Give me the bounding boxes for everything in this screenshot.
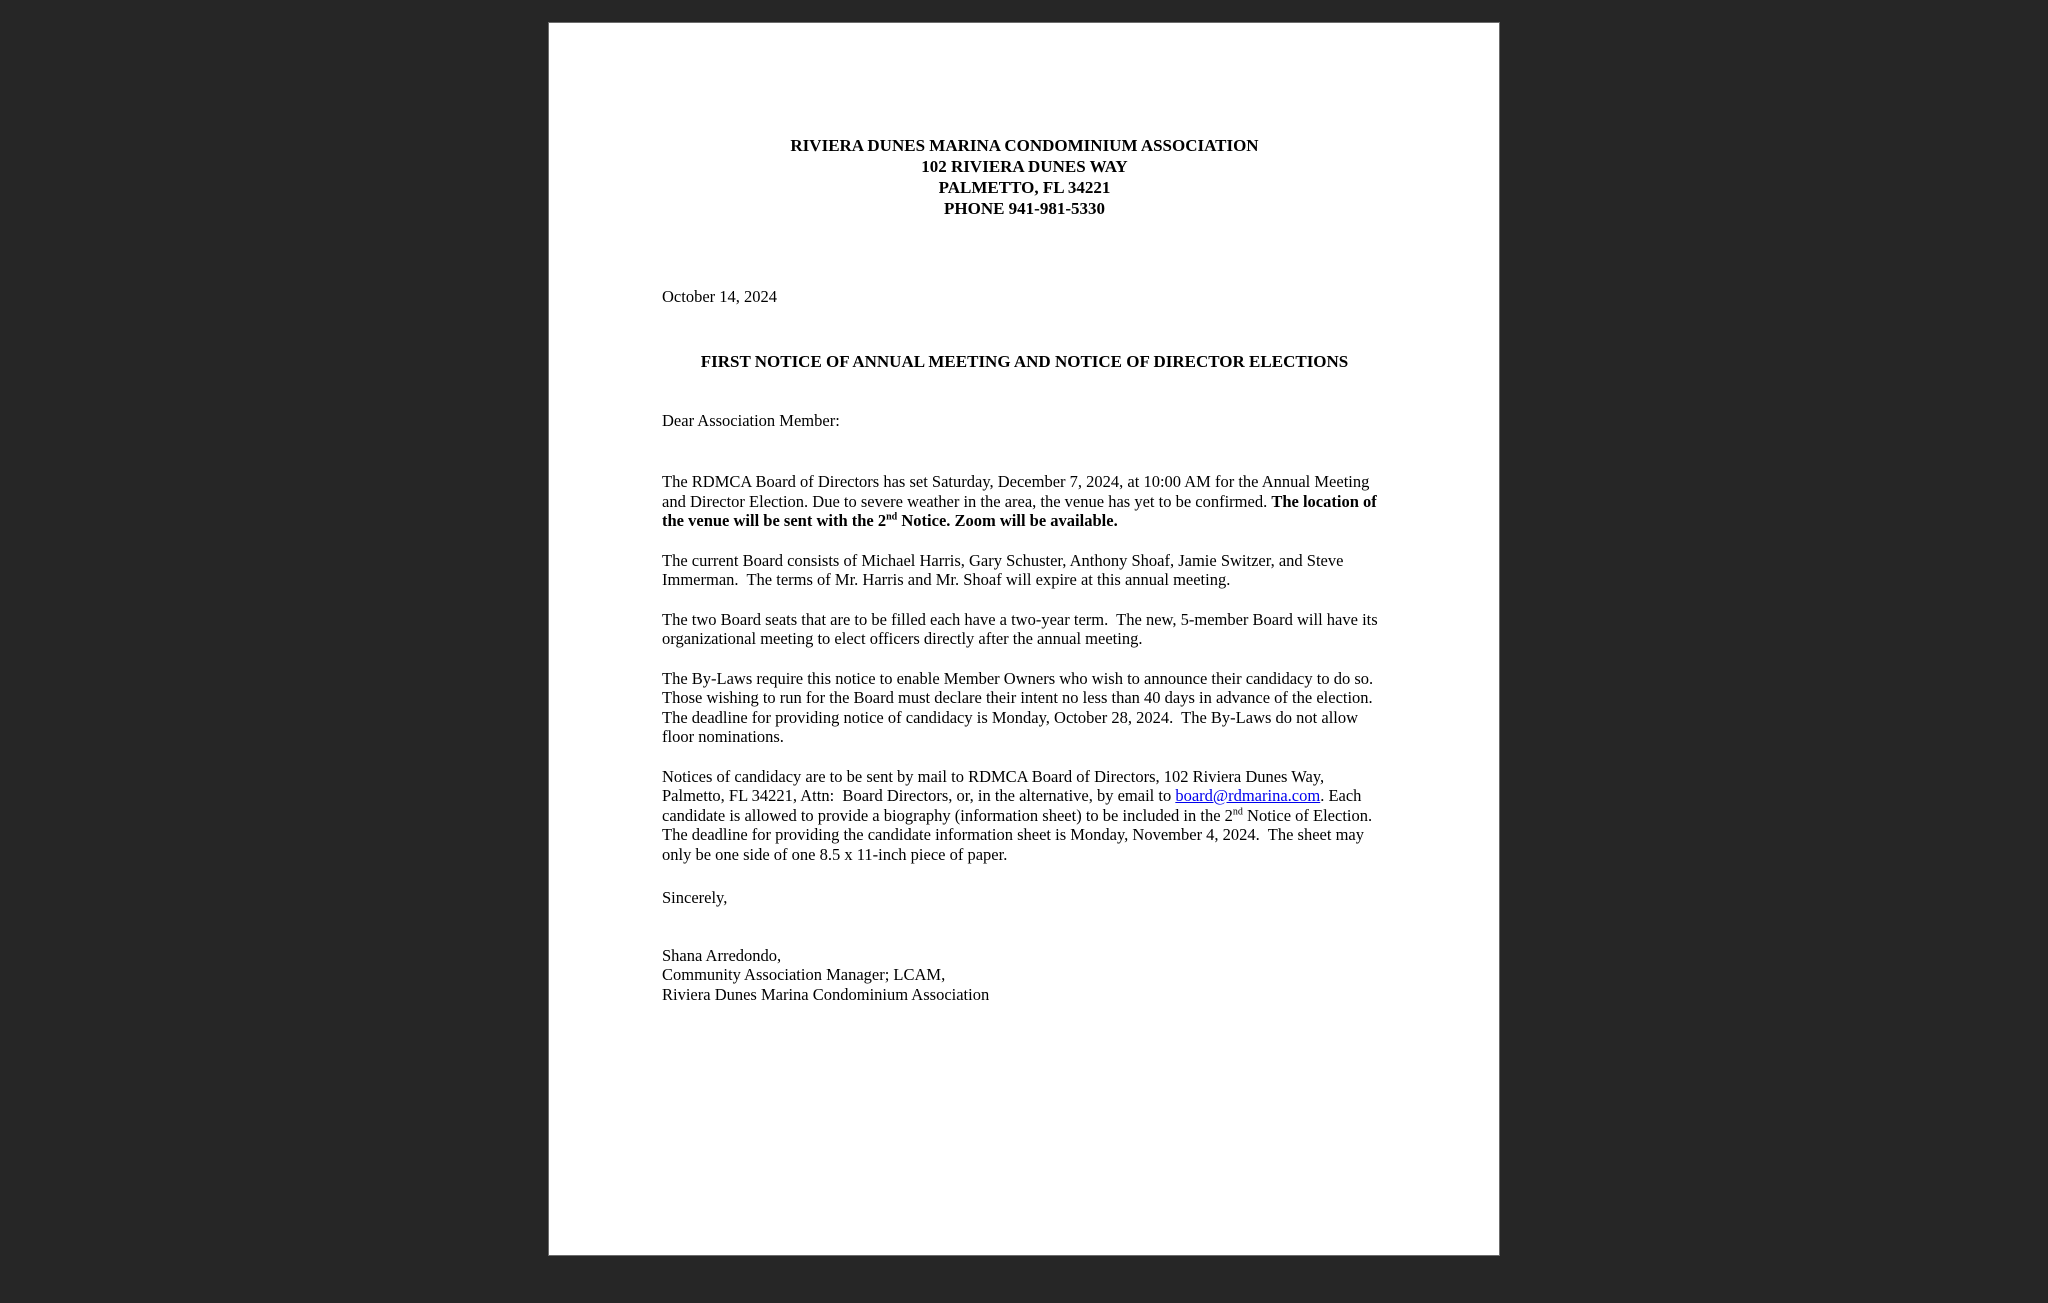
paragraph-5-text-before-link: Notices of candidacy are to be sent by mail to RDMCA Board of Directors, 102 Riviera Dunes Way, Palmetto, FL 34221, Attn: Board Directors, or, in the alternative, by email to [662,766,1329,805]
paragraph-1-ordinal-superscript: nd [886,511,898,523]
letterhead-association-name: RIVIERA DUNES MARINA CONDOMINIUM ASSOCIATION [790,136,1259,155]
letterhead-city-state-zip: PALMETTO, FL 34221 [938,178,1111,197]
paragraph-meeting-announcement [662,472,1387,531]
document-title: FIRST NOTICE OF ANNUAL MEETING AND NOTICE OF DIRECTOR ELECTIONS [700,351,1349,371]
signature-block [662,946,1387,1005]
email-link[interactable]: board@rdmarina.com [1175,786,1321,805]
valediction: Sincerely, [662,888,728,907]
letter-page [549,23,1499,1255]
paragraph-1-normal-text: The RDMCA Board of Directors has set Saturday, December 7, 2024, at 10:00 AM for the Annual Meeting and Director Election. Due to severe weather in the area, the venue has yet to be confirmed. [662,472,1374,511]
paragraph-candidacy-submission [662,767,1387,865]
document-date: October 14, 2024 [662,287,778,306]
letterhead-phone: PHONE 941-981-5330 [943,199,1106,218]
letterhead-street-address: 102 RIVIERA DUNES WAY [921,157,1128,176]
salutation: Dear Association Member: [662,410,840,430]
signature-organization: Riviera Dunes Marina Condominium Association [662,984,990,1004]
letterhead [662,135,1387,219]
paragraph-5-text-end: Notice of Election. The deadline for providing the candidate information sheet is Monday, November 4, 2024. The sheet may only be one side of one 8.5 x 11-inch piece of paper. [662,805,1381,864]
paragraph-bylaws-candidacy: The By-Laws require this notice to enable Member Owners who wish to announce their candidacy to do so. Those wishing to run for the Board must declare their intent no less than 40 days in advance of the election. The deadline for providing notice of candidacy is Monday, October 28, 2024. The By-Laws do not allow floor nominations. [662,668,1382,746]
paragraph-1-bold-text-end: Notice. Zoom will be available. [897,511,1118,530]
paragraph-5-ordinal-superscript: nd [1232,806,1243,817]
signature-name: Shana Arredondo, [662,945,782,965]
signature-title: Community Association Manager; LCAM, [662,965,946,984]
paragraph-board-seats: The two Board seats that are to be filled each have a two-year term. The new, 5-member Board will have its organizational meeting to elect officers directly after the annual meeting. [662,609,1382,648]
paragraph-5-text-after-link: . Each candidate is allowed to provide a biography (information sheet) to be included in the 2 [662,786,1366,825]
paragraph-1-bold-text: The location of the venue will be sent with the 2 [662,491,1381,530]
paragraph-current-board: The current Board consists of Michael Harris, Gary Schuster, Anthony Shoaf, Jamie Switzer, and Steve Immerman. The terms of Mr. Harris and Mr. Shoaf will expire at this annual meeting. [662,550,1348,589]
